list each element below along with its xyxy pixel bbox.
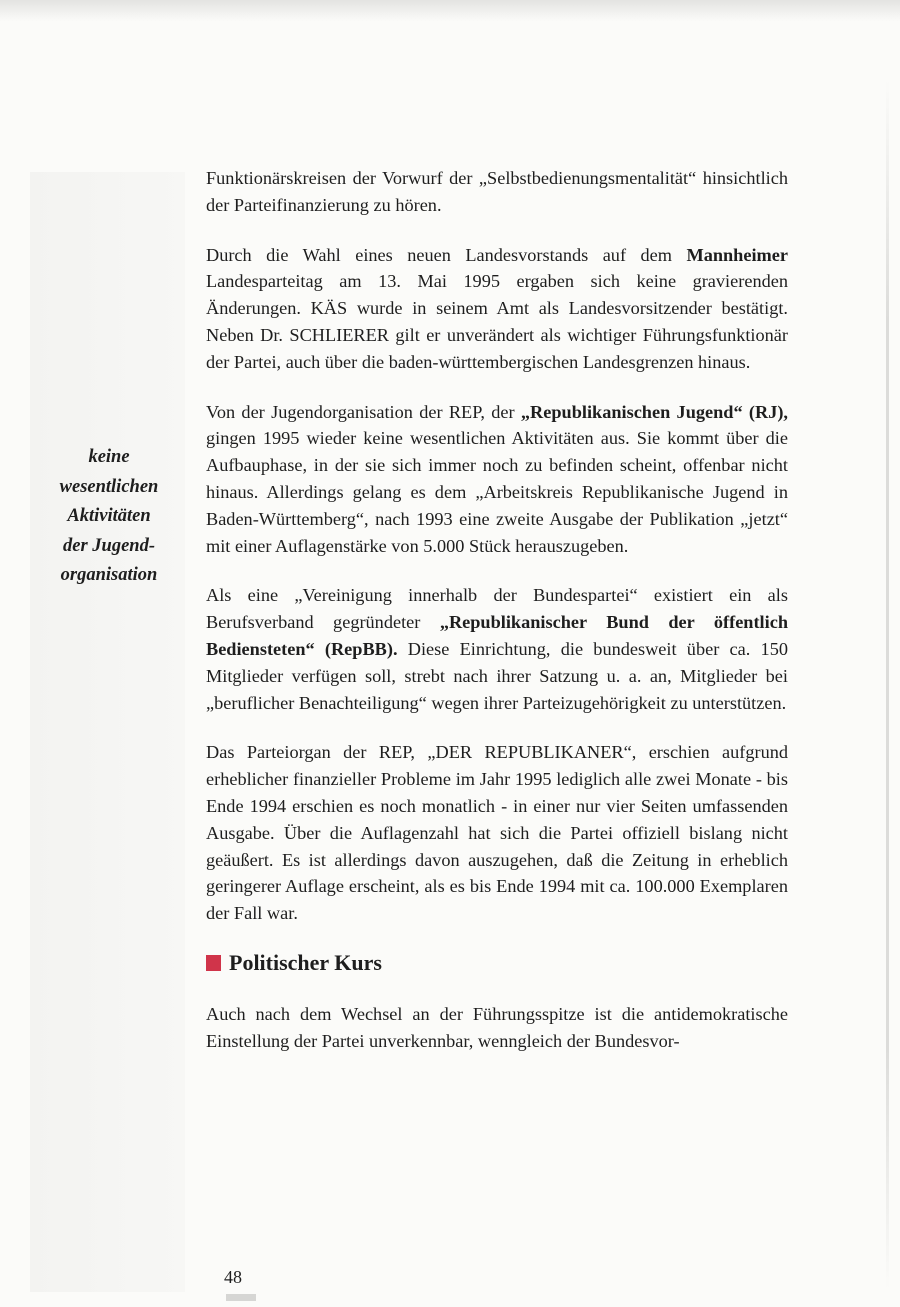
paragraph-2 [206, 242, 788, 376]
section-heading-text: Politischer Kurs [229, 949, 382, 975]
margin-note-line: keine [88, 447, 130, 467]
square-bullet-icon [206, 955, 221, 971]
margin-note-line: der Jugend- [63, 535, 155, 556]
paragraph-3 [206, 399, 788, 560]
paragraph-text: Das Parteiorgan der REP, „DER REPUBLIKANER“, erschien aufgrund erheblicher finanzieller Probleme im Jahr 1995 lediglich alle zwei Monate - bis Ende 1994 erschien es noch monatlich - in einer nur vier Seiten umfassenden Ausgabe. Über die Auflagenzahl hat sich die Partei offiziell bislang nicht geäußert. Es ist allerdings davon auszugehen, daß die Zeitung in erheblich geringerer Auflage erscheint, als es bis Ende 1994 mit ca. 100.000 Exemplaren der Fall war. [206, 742, 788, 924]
margin-note-line: organisation [60, 565, 158, 585]
margin-column [30, 172, 185, 1292]
paragraph-4 [206, 582, 788, 716]
paragraph-5 [206, 739, 788, 927]
paragraph-1 [206, 165, 788, 219]
paragraph-text: Auch nach dem Wechsel an der Führungsspitze ist die antidemokratische Einstellung der Partei unverkennbar, wenngleich der Bundesvor- [206, 1003, 788, 1051]
margin-note [34, 443, 184, 591]
scan-shadow-top [0, 0, 900, 22]
paragraph-6 [206, 1001, 788, 1055]
paragraph-text: Diese Einrichtung, die bundesweit über ca. 150 Mitglieder verfügen soll, strebt nach ihrer Satzung u. a. an, Mitglieder bei „beruflicher Benachteiligung“ wegen ihrer Parteizugehörigkeit zu unterstützen. [206, 638, 788, 713]
main-text-column [206, 165, 788, 1078]
paragraph-text: Von der Jugendorganisation der REP, der [206, 401, 521, 422]
section-heading [206, 950, 788, 976]
margin-note-line: wesentlichen [59, 476, 159, 497]
paragraph-text: gingen 1995 wieder keine wesentlichen Aktivitäten aus. Sie kommt über die Aufbauphase, in der sie sich immer noch zu befinden scheint, offenbar nicht hinaus. Allerdings gelang es dem „Arbeitskreis Republikanische Jugend in Baden-Württemberg“, nach 1993 eine zweite Ausgabe der Publikation „jetzt“ mit einer Auflagenstärke von 5.000 Stück herauszugeben. [206, 428, 788, 556]
margin-note-line: Aktivitäten [67, 506, 151, 526]
page-edge-shadow [886, 80, 889, 1290]
bold-term: „Republikanischen Jugend“ (RJ), [520, 401, 788, 422]
bold-term: Mannheimer [686, 244, 788, 265]
paragraph-text: Landesparteitag am 13. Mai 1995 ergaben sich keine gravierenden Änderungen. KÄS wurde in seinem Amt als Landesvorsitzender bestätigt. Neben Dr. SCHLIERER gilt er unverändert als wichtiger Führungsfunktionär der Partei, auch über die baden-württembergischen Landesgrenzen hinaus. [206, 271, 788, 372]
footer-mark [226, 1294, 256, 1301]
page-number: 48 [224, 1267, 242, 1287]
paragraph-text: Durch die Wahl eines neuen Landesvorstands auf dem [206, 244, 687, 265]
paragraph-text: Als eine „Vereinigung innerhalb der Bundespartei“ existiert ein als Berufsverband gegründeter [206, 585, 788, 633]
paragraph-text: Funktionärskreisen der Vorwurf der „Selbstbedienungsmentalität“ hinsichtlich der Parteifinanzierung zu hören. [206, 168, 788, 215]
bold-term: „Republikanischer Bund der öffentlich Bediensteten“ (RepBB). [206, 612, 788, 659]
